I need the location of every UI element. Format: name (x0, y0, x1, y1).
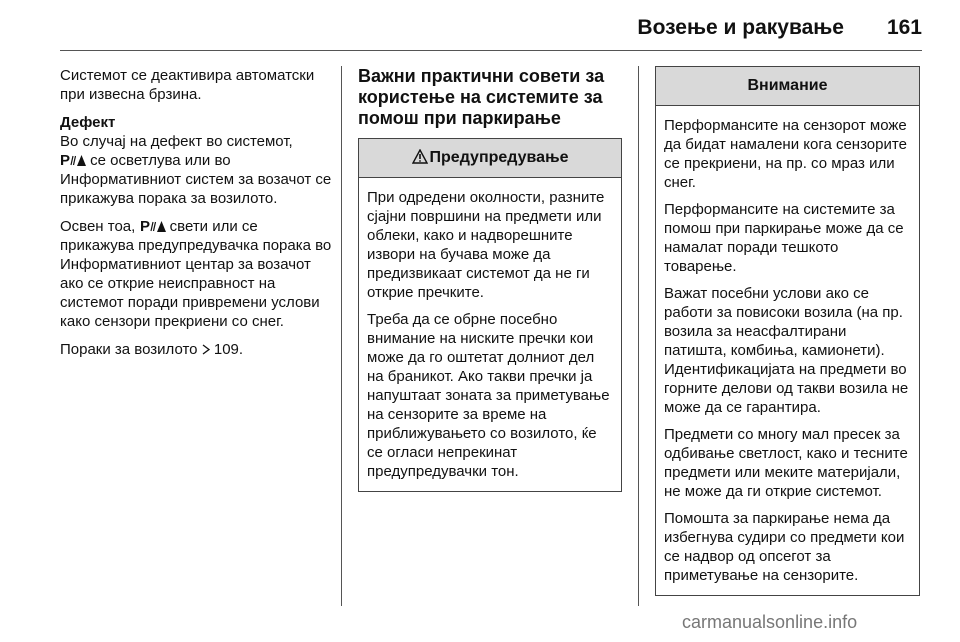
paragraph-defect (60, 132, 332, 208)
warning-paragraph-2: Треба да се обрне посебно внимание на ниските пречки кои може да го оштетат долниот дел на браникот. Ако такви пречки ја напуштаат зоната за приметување на сензорите за време на приближувањето со возилото, ќе се огласи непрекинат предупредувачки тон. (367, 311, 610, 480)
column-2 (358, 66, 622, 492)
defect-text-2: се осветлува или во Информативниот систем за возачот се прикажува порака за возилото. (60, 152, 332, 207)
page-number: 161 (886, 16, 922, 39)
warning-paragraph-1: При одредени околности, разните сјајни површини на предмети или облеки, како и надворешните извори на бучава може да предизвикаат системот да не ги открие пречките. (367, 189, 605, 301)
column-3 (655, 66, 920, 596)
defect-heading: Дефект (60, 114, 116, 131)
malfunction-text-start: Освен тоа, (60, 218, 136, 235)
section-title: Возење и ракување (637, 16, 844, 39)
notice-paragraph-4: Предмети со многу мал пресек за одбивање светлост, како и тесните предмети или меките материјали, не може да ги открие системот. (664, 426, 908, 500)
column-divider-2 (638, 66, 639, 606)
paragraph-messages (60, 340, 332, 359)
notice-paragraph-1: Перформансите на сензорот може да бидат намалени кога сензорите се прекриени, на пр. со мраз или снег. (664, 117, 907, 191)
page-reference-icon (202, 344, 210, 355)
warning-box (358, 138, 622, 492)
parking-assist-icon (140, 218, 166, 233)
notice-paragraph-2: Перформансите на системите за помош при паркирање може да се намалат поради тешкото товарење. (664, 201, 904, 275)
page-header (60, 14, 922, 51)
watermark: carmanualsonline.info (682, 612, 858, 632)
malfunction-text: свети или се прикажува предупредувачка порака во Информативниот центар за возачот ако се открие неисправност на системот поради привремени услови како сензори прекриени со снег. (60, 218, 332, 330)
notice-paragraph-5: Помошта за паркирање нема да избегнува судири со предмети кои се надвор од опсегот за приметување на сензорите. (664, 510, 905, 584)
paragraph-malfunction (60, 217, 332, 331)
paragraph-deactivation: Системот се деактивира автоматски при извесна брзина. (60, 67, 315, 103)
column-1 (60, 66, 332, 368)
column-divider-1 (341, 66, 342, 606)
notice-box-body (656, 106, 919, 595)
notice-title: Внимание (747, 77, 828, 94)
parking-assist-icon (60, 152, 86, 167)
notice-box (655, 66, 920, 596)
warning-title: Предупредување (429, 149, 569, 166)
svg-text:P: P (60, 152, 71, 167)
notice-box-header (656, 67, 919, 106)
defect-text: Во случај на дефект во системот, (60, 133, 293, 150)
messages-ref[interactable]: 109. (213, 341, 244, 358)
svg-text:P: P (139, 218, 150, 233)
warning-box-body (359, 178, 621, 491)
warning-box-header (359, 139, 621, 178)
messages-text: Пораки за возилото (60, 341, 198, 358)
notice-paragraph-3: Важат посебни услови ако се работи за повисоки возила (на пр. возила за неасфалтирани патишта, комбиња, камионети). Идентификацијата на предмети во горните делови од такви возила не може да се гарантира. (664, 285, 909, 416)
practical-tips-heading: Важни практични совети за користење на системите за помош при паркирање (358, 66, 605, 128)
warning-triangle-icon (412, 149, 428, 164)
